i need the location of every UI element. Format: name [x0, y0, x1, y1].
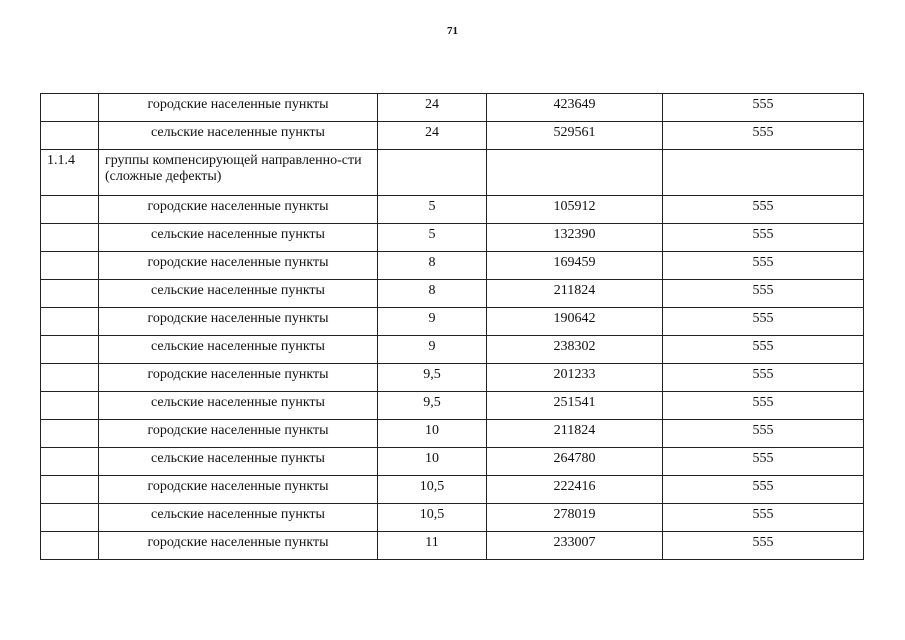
- value-c-cell: 555: [663, 448, 864, 476]
- page-number: 71: [447, 25, 458, 37]
- settlement-type-cell: сельские населенные пункты: [99, 504, 378, 532]
- table-row: [41, 252, 864, 280]
- row-number-cell: [41, 392, 99, 420]
- value-b-cell: 169459: [487, 252, 663, 280]
- row-number-cell: [41, 364, 99, 392]
- row-number-cell: [41, 336, 99, 364]
- value-c-cell: 555: [663, 196, 864, 224]
- value-b-cell: 264780: [487, 448, 663, 476]
- table-row: [41, 94, 864, 122]
- value-a-cell: 24: [378, 94, 487, 122]
- value-c-cell: 555: [663, 364, 864, 392]
- value-b-cell: 278019: [487, 504, 663, 532]
- value-b-cell: 132390: [487, 224, 663, 252]
- settlement-type-cell: городские населенные пункты: [99, 94, 378, 122]
- value-a-cell: [378, 150, 487, 196]
- row-number-cell: [41, 308, 99, 336]
- table-row: [41, 504, 864, 532]
- value-b-cell: 211824: [487, 420, 663, 448]
- value-b-cell: 423649: [487, 94, 663, 122]
- value-a-cell: 10: [378, 448, 487, 476]
- value-c-cell: 555: [663, 280, 864, 308]
- value-c-cell: 555: [663, 420, 864, 448]
- settlement-type-cell: городские населенные пункты: [99, 196, 378, 224]
- value-c-cell: 555: [663, 392, 864, 420]
- settlement-type-cell: городские населенные пункты: [99, 476, 378, 504]
- value-b-cell: 201233: [487, 364, 663, 392]
- value-c-cell: 555: [663, 224, 864, 252]
- value-b-cell: 238302: [487, 336, 663, 364]
- table-row: [41, 224, 864, 252]
- settlement-type-cell: городские населенные пункты: [99, 420, 378, 448]
- row-number-cell: 1.1.4: [41, 150, 99, 196]
- value-a-cell: 5: [378, 224, 487, 252]
- row-number-cell: [41, 532, 99, 560]
- value-b-cell: 233007: [487, 532, 663, 560]
- value-a-cell: 9,5: [378, 392, 487, 420]
- row-number-cell: [41, 476, 99, 504]
- value-b-cell: 222416: [487, 476, 663, 504]
- value-a-cell: 10: [378, 420, 487, 448]
- settlement-type-cell: городские населенные пункты: [99, 252, 378, 280]
- value-a-cell: 5: [378, 196, 487, 224]
- row-number-cell: [41, 196, 99, 224]
- value-b-cell: 251541: [487, 392, 663, 420]
- table-row: [41, 280, 864, 308]
- value-a-cell: 11: [378, 532, 487, 560]
- table-row: [41, 336, 864, 364]
- table-row: [41, 420, 864, 448]
- settlement-type-cell: сельские населенные пункты: [99, 448, 378, 476]
- table-row: [41, 122, 864, 150]
- settlement-type-cell: сельские населенные пункты: [99, 122, 378, 150]
- value-c-cell: 555: [663, 252, 864, 280]
- table-row: [41, 308, 864, 336]
- settlement-type-cell: городские населенные пункты: [99, 364, 378, 392]
- value-c-cell: 555: [663, 94, 864, 122]
- value-a-cell: 9,5: [378, 364, 487, 392]
- settlement-type-cell: сельские населенные пункты: [99, 336, 378, 364]
- table-row: [41, 476, 864, 504]
- value-a-cell: 9: [378, 336, 487, 364]
- value-b-cell: 105912: [487, 196, 663, 224]
- value-a-cell: 10,5: [378, 504, 487, 532]
- row-number-cell: [41, 504, 99, 532]
- table-body: [41, 94, 864, 560]
- settlement-type-cell: городские населенные пункты: [99, 532, 378, 560]
- value-c-cell: 555: [663, 504, 864, 532]
- value-b-cell: [487, 150, 663, 196]
- row-number-cell: [41, 94, 99, 122]
- settlement-type-cell: городские населенные пункты: [99, 308, 378, 336]
- value-a-cell: 9: [378, 308, 487, 336]
- value-c-cell: 555: [663, 476, 864, 504]
- value-a-cell: 10,5: [378, 476, 487, 504]
- table-row: [41, 392, 864, 420]
- value-b-cell: 211824: [487, 280, 663, 308]
- value-a-cell: 8: [378, 280, 487, 308]
- table-row: [41, 364, 864, 392]
- value-c-cell: 555: [663, 308, 864, 336]
- value-c-cell: 555: [663, 336, 864, 364]
- row-number-cell: [41, 122, 99, 150]
- value-a-cell: 8: [378, 252, 487, 280]
- value-c-cell: 555: [663, 532, 864, 560]
- table-row-section: [41, 150, 864, 196]
- value-b-cell: 529561: [487, 122, 663, 150]
- table-row: [41, 448, 864, 476]
- row-number-cell: [41, 280, 99, 308]
- row-number-cell: [41, 448, 99, 476]
- settlement-type-cell: сельские населенные пункты: [99, 392, 378, 420]
- value-b-cell: 190642: [487, 308, 663, 336]
- row-number-cell: [41, 420, 99, 448]
- data-table: [40, 93, 864, 560]
- value-c-cell: 555: [663, 122, 864, 150]
- row-number-cell: [41, 252, 99, 280]
- value-c-cell: [663, 150, 864, 196]
- table-row: [41, 196, 864, 224]
- value-a-cell: 24: [378, 122, 487, 150]
- settlement-type-cell: сельские населенные пункты: [99, 280, 378, 308]
- section-title-cell: группы компенсирующей направленно-сти (сложные дефекты): [99, 150, 378, 196]
- settlement-type-cell: сельские населенные пункты: [99, 224, 378, 252]
- row-number-cell: [41, 224, 99, 252]
- table-row: [41, 532, 864, 560]
